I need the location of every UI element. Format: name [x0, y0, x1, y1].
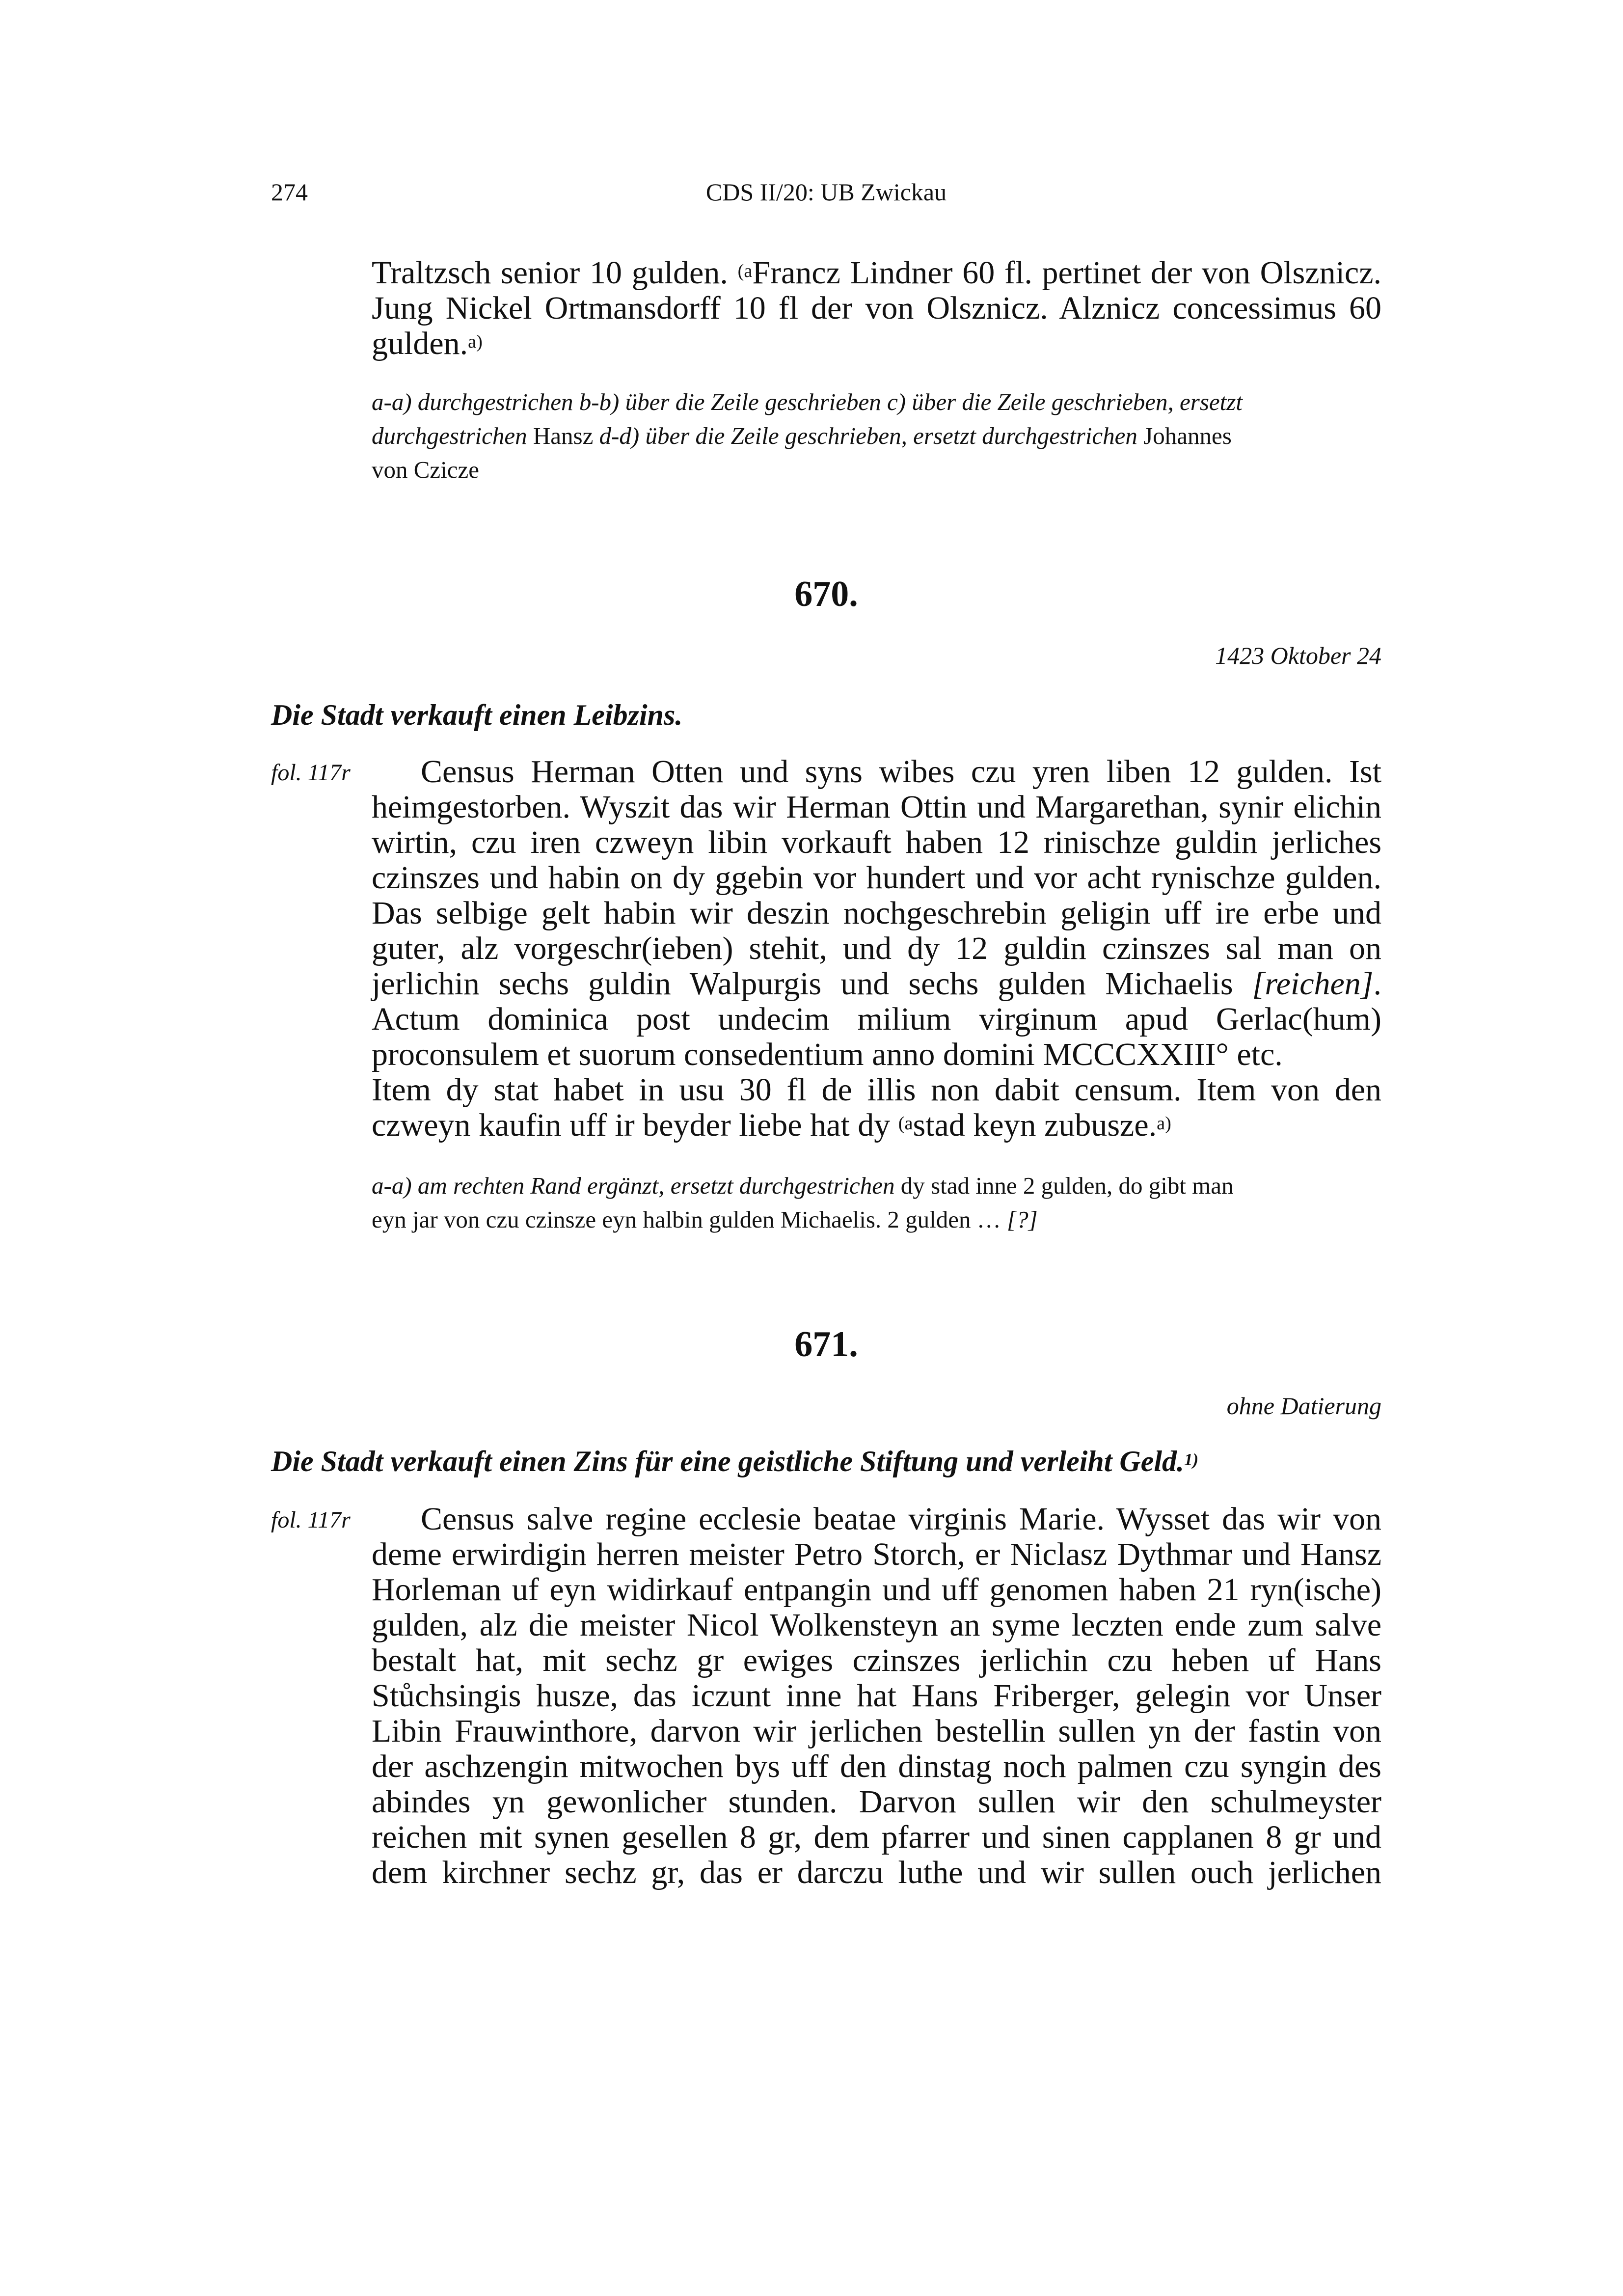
document-summary: Die Stadt verkauft einen Zins für eine geistliche Stiftung und verleiht Geld.$^{1)}$ — [271, 1445, 1199, 1477]
page-number: 274 — [271, 178, 308, 206]
text-line: bestalt hat, mit sechz gr ewiges czinszes jerlichin czu heben uf Hans — [372, 1642, 1381, 1678]
text-line: abindes yn gewonlicher stunden. Darvon sullen wir den schulmeyster — [372, 1784, 1381, 1820]
text-line: Stůchsingis husze, das iczunt inne hat Hans Friberger, gelegin vor Unser — [372, 1678, 1381, 1714]
text-line: jerlichin sechs guldin Walpurgis und sechs gulden Michaelis [reichen]. — [372, 966, 1381, 1002]
text-line: gulden, alz die meister Nicol Wolkensteyn an syme leczten ende zum salve — [372, 1607, 1381, 1643]
footnote-line: a-a) durchgestrichen b-b) über die Zeile geschrieben c) über die Zeile geschrieben, ersetzt — [372, 388, 1243, 415]
text-line: czweyn kaufin uff ir beyder liebe hat dy $^{(a}$stad keyn zubusze.$^{a)}$ — [372, 1107, 1171, 1143]
text-line: deme erwirdigin herren meister Petro Storch, er Niclasz Dythmar und Hansz — [372, 1536, 1381, 1572]
text-line: Jung Nickel Ortmansdorff 10 fl der von Olsznicz. Alznicz concessimus 60 — [372, 290, 1381, 326]
text-line: Horleman uf eyn widirkauf entpangin und uff genomen haben 21 ryn(ische) — [372, 1572, 1381, 1608]
text-line: der aschzengin mitwochen bys uff den dinstag noch palmen czu syngin des — [372, 1749, 1381, 1784]
prev-entry-notes — [372, 385, 1381, 487]
text-line: wirtin, czu iren czweyn libin vorkauft haben 12 rinischze guldin jerliches — [372, 824, 1381, 860]
text-line: reichen mit synen gesellen 8 gr, dem pfarrer und sinen capplanen 8 gr und — [372, 1819, 1381, 1855]
running-head — [271, 178, 1381, 217]
text-line: heimgestorben. Wyszit das wir Herman Ottin und Margarethan, synir elichin — [372, 789, 1381, 825]
folio-reference: fol. 117r — [271, 760, 351, 786]
document-number: 670. — [794, 574, 858, 614]
footnote-marker: 1) — [1184, 1449, 1199, 1469]
prev-entry-text — [372, 255, 1381, 361]
text-line: guter, alz vorgeschr(ieben) stehit, und dy 12 guldin czinszes sal man on — [372, 930, 1381, 966]
document-date: ohne Datierung — [1226, 1392, 1381, 1420]
text-line: Actum dominica post undecim milium virginum apud Gerlac(hum) — [372, 1001, 1381, 1037]
text-line: proconsulem et suorum consedentium anno domini MCCCXXIII° etc. — [372, 1037, 1283, 1072]
entry-670-text — [372, 754, 1381, 1143]
entry-671-text — [372, 1502, 1381, 1890]
text-line: dem kirchner sechz gr, das er darczu luthe und wir sullen ouch jerlichen — [372, 1855, 1381, 1890]
document-summary: Die Stadt verkauft einen Leibzins. — [271, 699, 683, 731]
footnote-line: a-a) am rechten Rand ergänzt, ersetzt durchgestrichen dy stad inne 2 gulden, do gibt man — [372, 1172, 1234, 1199]
document-date: 1423 Oktober 24 — [1215, 642, 1381, 669]
text-line: Census salve regine ecclesie beatae virginis Marie. Wysset das wir von — [421, 1501, 1381, 1537]
text-line: czinszes und habin on dy ggebin vor hundert und vor acht rynischze gulden. — [372, 860, 1381, 896]
document-number: 671. — [794, 1324, 858, 1365]
text-line: Das selbige gelt habin wir deszin nochgeschrebin geligin uff ire erbe und — [372, 895, 1381, 931]
footnote-line: durchgestrichen Hansz d-d) über die Zeile geschrieben, ersetzt durchgestrichen Johannes — [372, 422, 1232, 449]
text-line: Census Herman Otten und syns wibes czu yren liben 12 gulden. Ist — [421, 754, 1381, 790]
text-line: Item dy stat habet in usu 30 fl de illis non dabit censum. Item von den — [372, 1072, 1381, 1108]
text-line: gulden.$^{a)}$ — [372, 326, 483, 361]
footnote-line: eyn jar von czu czinsze eyn halbin gulden Michaelis. 2 gulden … [?] — [372, 1206, 1038, 1233]
entry-670-notes — [372, 1169, 1381, 1236]
text-line: Traltzsch senior 10 gulden. $^{(a}$Francz Lindner 60 fl. pertinet der von Olsznicz. — [372, 255, 1382, 291]
footnote-line: von Czicze — [372, 456, 480, 483]
folio-reference: fol. 117r — [271, 1507, 351, 1533]
text-line: Libin Frauwinthore, darvon wir jerlichen bestellin sullen yn der fastin von — [372, 1713, 1381, 1749]
running-title: CDS II/20: UB Zwickau — [705, 178, 947, 206]
